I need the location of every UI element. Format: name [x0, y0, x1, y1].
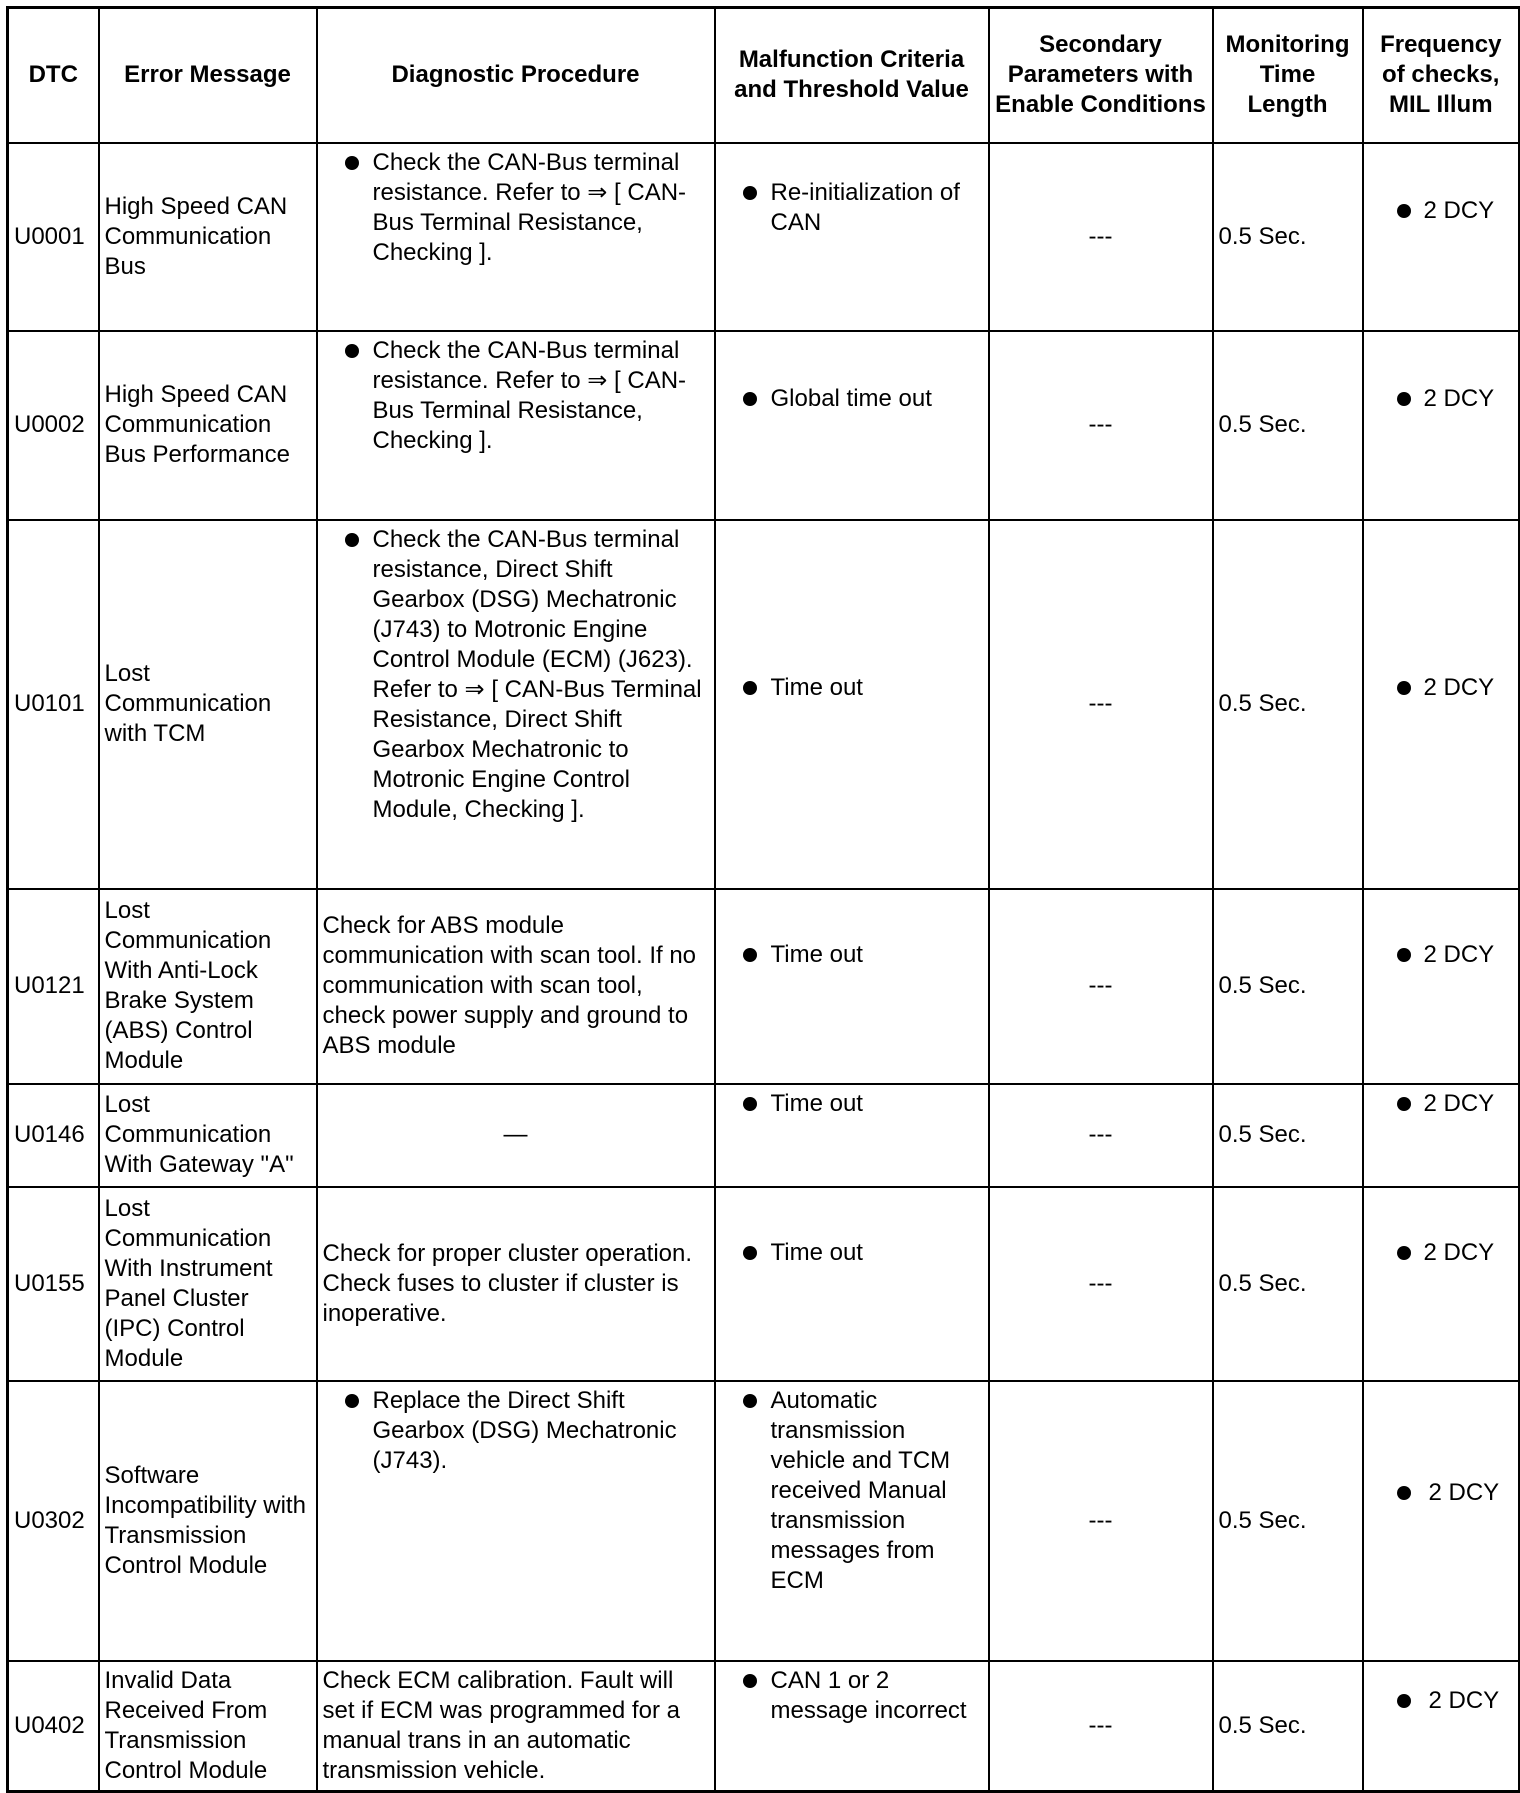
- table-row: [8, 1187, 1520, 1381]
- error-message: Lost Communication With Anti-Lock Brake System (ABS) Control Module: [99, 889, 317, 1084]
- frequency: [1363, 889, 1520, 1084]
- header-dtc: DTC: [8, 8, 99, 143]
- monitoring-time: 0.5 Sec.: [1213, 1661, 1363, 1792]
- header-frequency: Frequency of checks, MIL Illum: [1363, 8, 1520, 143]
- dtc-code: U0155: [8, 1187, 99, 1381]
- frequency-bullet: 2 DCY: [1369, 940, 1514, 970]
- criteria-bullet: Time out: [721, 1238, 983, 1268]
- error-message: Lost Communication With Gateway "A": [99, 1084, 317, 1187]
- diagnostic-procedure: [317, 331, 715, 520]
- table-row: [8, 1661, 1520, 1792]
- header-error-message: Error Message: [99, 8, 317, 143]
- table-row: [8, 1084, 1520, 1187]
- error-message: Invalid Data Received From Transmission Control Module: [99, 1661, 317, 1792]
- frequency: [1363, 331, 1520, 520]
- frequency: [1363, 1381, 1520, 1661]
- error-message: Software Incompatibility with Transmission Control Module: [99, 1381, 317, 1661]
- frequency-bullet: 2 DCY: [1369, 673, 1514, 703]
- criteria-bullet: Automatic transmission vehicle and TCM received Manual transmission messages from ECM: [721, 1386, 983, 1596]
- diagnostic-procedure: Check ECM calibration. Fault will set if ECM was programmed for a manual trans in an automatic transmission vehicle.: [317, 1661, 715, 1792]
- criteria-bullet: Re-initialization of CAN: [721, 178, 983, 238]
- malfunction-criteria: [715, 1661, 989, 1792]
- error-message: Lost Communication with TCM: [99, 520, 317, 889]
- malfunction-criteria: [715, 1084, 989, 1187]
- secondary-parameters: ---: [989, 143, 1213, 331]
- procedure-bullet: Replace the Direct Shift Gearbox (DSG) Mechatronic (J743).: [323, 1386, 709, 1476]
- table-row: [8, 143, 1520, 331]
- secondary-parameters: ---: [989, 331, 1213, 520]
- frequency-bullet: 2 DCY: [1369, 1089, 1514, 1119]
- secondary-parameters: ---: [989, 1084, 1213, 1187]
- error-message: High Speed CAN Communication Bus: [99, 143, 317, 331]
- malfunction-criteria: [715, 889, 989, 1084]
- criteria-bullet: Time out: [721, 940, 983, 970]
- frequency-bullet: 2 DCY: [1369, 384, 1514, 414]
- table-row: [8, 520, 1520, 889]
- frequency: [1363, 1084, 1520, 1187]
- procedure-bullet: Check the CAN-Bus terminal resistance. Refer to ⇒ [ CAN-Bus Terminal Resistance, Checking ].: [323, 336, 709, 456]
- table-row: [8, 889, 1520, 1084]
- diagnostic-procedure: Check for ABS module communication with scan tool. If no communication with scan tool, check power supply and ground to ABS module: [317, 889, 715, 1084]
- table-row: [8, 331, 1520, 520]
- malfunction-criteria: [715, 520, 989, 889]
- error-message: High Speed CAN Communication Bus Performance: [99, 331, 317, 520]
- monitoring-time: 0.5 Sec.: [1213, 143, 1363, 331]
- malfunction-criteria: [715, 1381, 989, 1661]
- frequency: [1363, 143, 1520, 331]
- monitoring-time: 0.5 Sec.: [1213, 889, 1363, 1084]
- malfunction-criteria: [715, 331, 989, 520]
- header-diagnostic-procedure: Diagnostic Procedure: [317, 8, 715, 143]
- header-monitoring-time: Monitoring Time Length: [1213, 8, 1363, 143]
- diagnostic-procedure: [317, 143, 715, 331]
- secondary-parameters: ---: [989, 889, 1213, 1084]
- dtc-code: U0121: [8, 889, 99, 1084]
- secondary-parameters: ---: [989, 1187, 1213, 1381]
- dtc-code: U0302: [8, 1381, 99, 1661]
- frequency: [1363, 1661, 1520, 1792]
- diagnostic-procedure: [317, 520, 715, 889]
- error-message: Lost Communication With Instrument Panel Cluster (IPC) Control Module: [99, 1187, 317, 1381]
- monitoring-time: 0.5 Sec.: [1213, 520, 1363, 889]
- dtc-table: [6, 6, 1520, 1793]
- dtc-code: U0402: [8, 1661, 99, 1792]
- header-row: [8, 8, 1520, 143]
- frequency-bullet: 2 DCY: [1369, 1686, 1514, 1716]
- malfunction-criteria: [715, 1187, 989, 1381]
- monitoring-time: 0.5 Sec.: [1213, 1187, 1363, 1381]
- dtc-code: U0101: [8, 520, 99, 889]
- dtc-code: U0146: [8, 1084, 99, 1187]
- monitoring-time: 0.5 Sec.: [1213, 331, 1363, 520]
- secondary-parameters: ---: [989, 520, 1213, 889]
- criteria-bullet: Time out: [721, 673, 983, 703]
- diagnostic-procedure: —: [317, 1084, 715, 1187]
- procedure-bullet: Check the CAN-Bus terminal resistance, Direct Shift Gearbox (DSG) Mechatronic (J743) to Motronic Engine Control Module (ECM) (J623). Refer to ⇒ [ CAN-Bus Terminal Resistance, Direct Shift Gearbox Mechatronic to Motronic Engine Control Module, Checking ].: [323, 525, 709, 825]
- monitoring-time: 0.5 Sec.: [1213, 1381, 1363, 1661]
- criteria-bullet: Time out: [721, 1089, 983, 1119]
- monitoring-time: 0.5 Sec.: [1213, 1084, 1363, 1187]
- dtc-code: U0002: [8, 331, 99, 520]
- frequency-bullet: 2 DCY: [1369, 1238, 1514, 1268]
- frequency: [1363, 1187, 1520, 1381]
- criteria-bullet: CAN 1 or 2 message incorrect: [721, 1666, 983, 1726]
- secondary-parameters: ---: [989, 1661, 1213, 1792]
- dtc-code: U0001: [8, 143, 99, 331]
- diagnostic-procedure: [317, 1381, 715, 1661]
- secondary-parameters: ---: [989, 1381, 1213, 1661]
- frequency-bullet: 2 DCY: [1369, 196, 1514, 226]
- header-secondary-parameters: Secondary Parameters with Enable Conditions: [989, 8, 1213, 143]
- frequency: [1363, 520, 1520, 889]
- procedure-bullet: Check the CAN-Bus terminal resistance. Refer to ⇒ [ CAN-Bus Terminal Resistance, Checking ].: [323, 148, 709, 268]
- frequency-bullet: 2 DCY: [1369, 1478, 1514, 1508]
- malfunction-criteria: [715, 143, 989, 331]
- criteria-bullet: Global time out: [721, 384, 983, 414]
- diagnostic-procedure: Check for proper cluster operation. Check fuses to cluster if cluster is inoperative.: [317, 1187, 715, 1381]
- table-row: [8, 1381, 1520, 1661]
- header-malfunction-criteria: Malfunction Criteria and Threshold Value: [715, 8, 989, 143]
